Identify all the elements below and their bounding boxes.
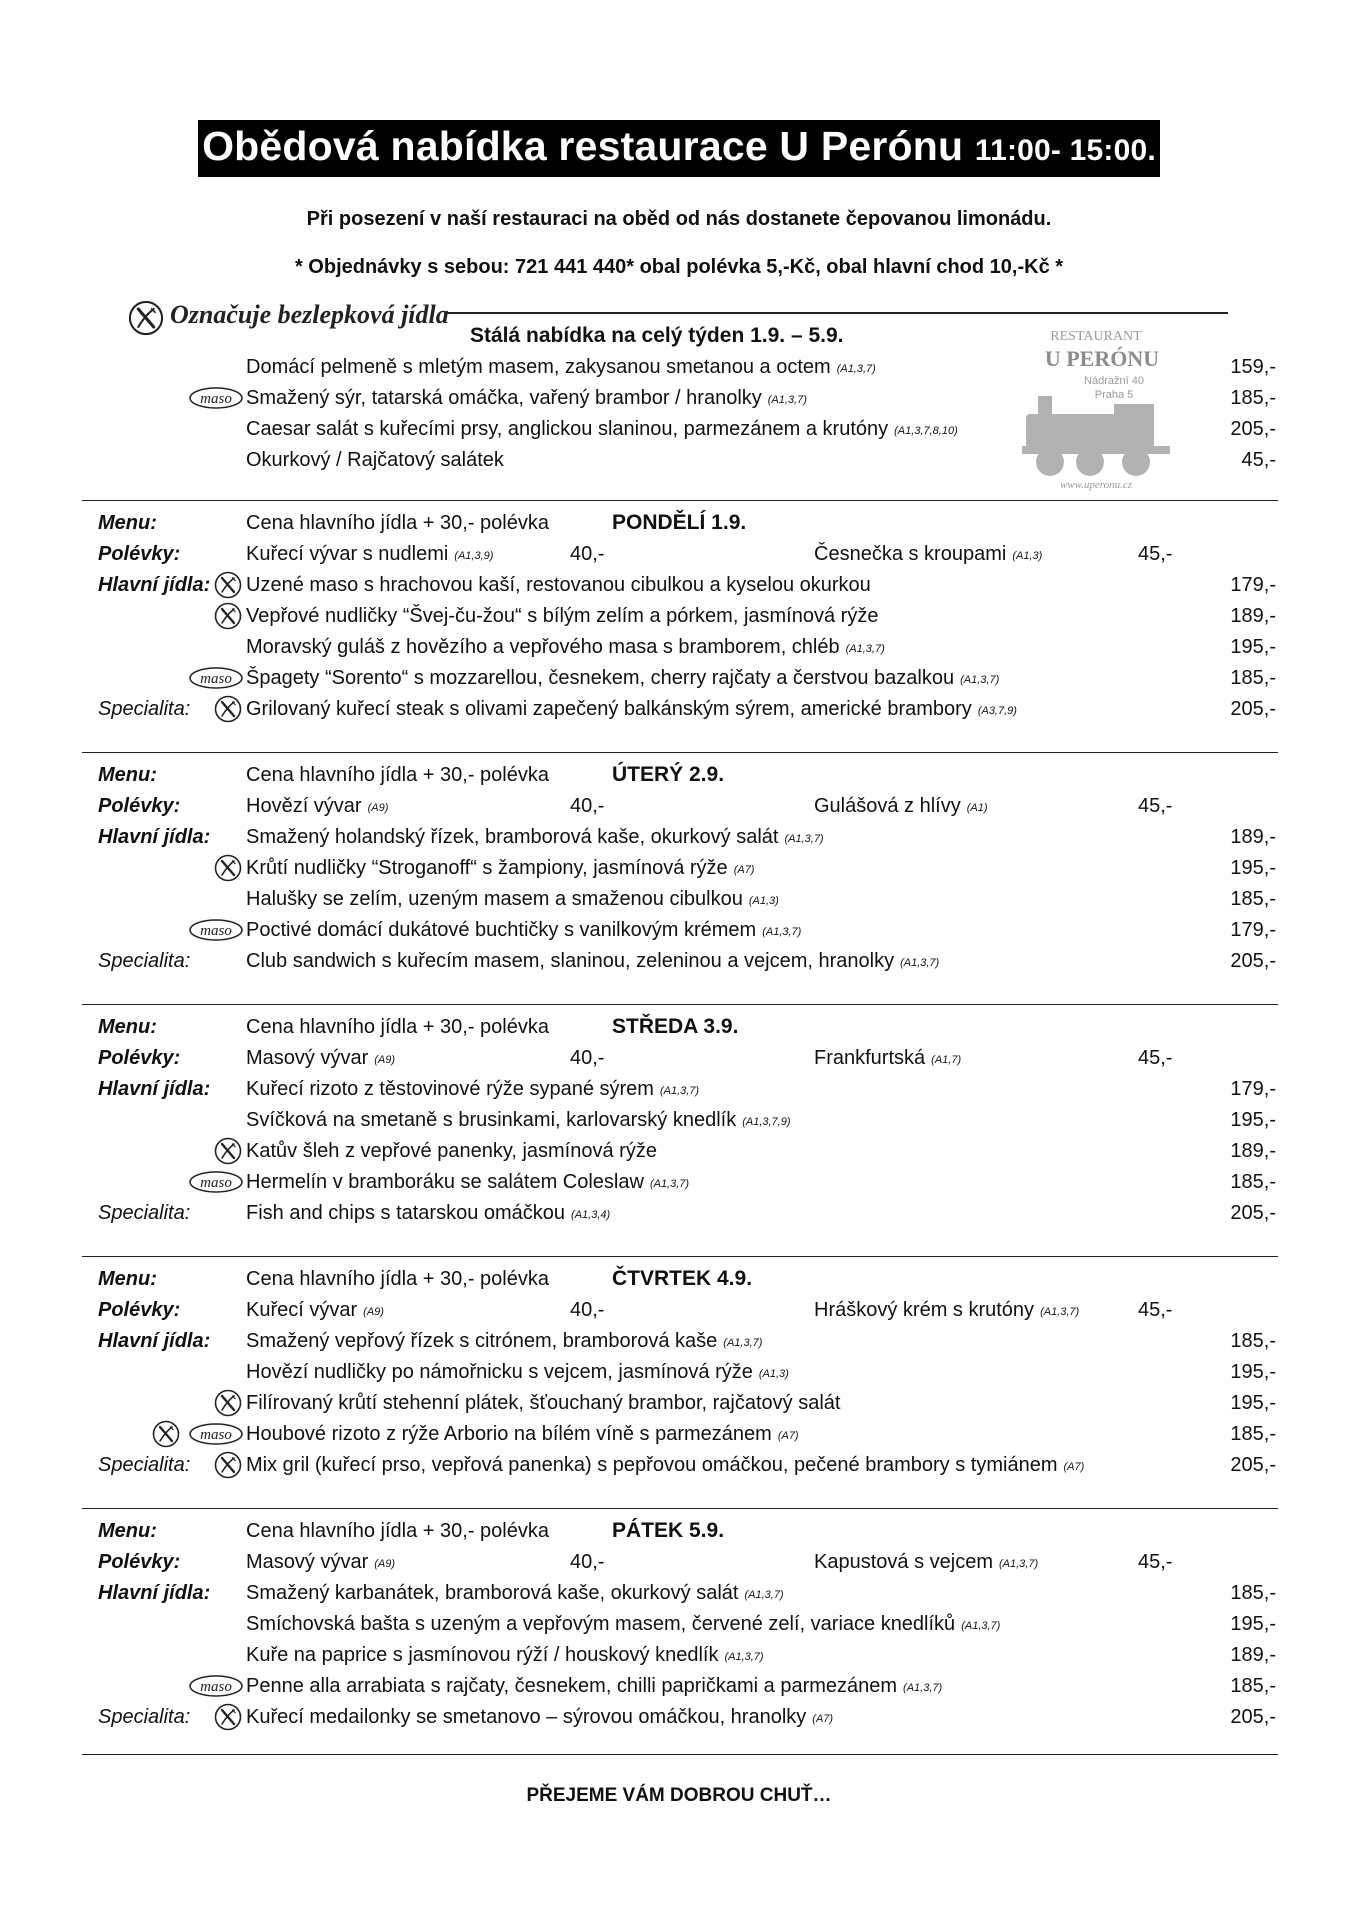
soup-2-name: Kapustová s vejcem bbox=[814, 1551, 993, 1573]
item-text: Smíchovská bašta s uzeným a vepřovým masem, červené zelí, variace knedlíků bbox=[246, 1613, 956, 1635]
main-dish-text bbox=[246, 601, 884, 633]
day-heading: STŘEDA 3.9. bbox=[612, 1015, 739, 1038]
main-dish-row bbox=[0, 601, 1358, 631]
soup-1 bbox=[246, 1547, 395, 1579]
item-text: Vepřové nudličky “Švej-ču-žou“ s bílým zelím a pórkem, jasmínová rýže bbox=[246, 605, 879, 627]
item-text: Halušky se zelím, uzeným masem a smaženou cibulkou bbox=[246, 888, 743, 910]
main-dish-text bbox=[246, 884, 779, 916]
soups-row bbox=[0, 1547, 1358, 1577]
main-dish-text bbox=[246, 1105, 791, 1137]
main-dish-row bbox=[0, 663, 1358, 693]
svg-text:maso: maso bbox=[200, 391, 232, 407]
gluten-free-icon bbox=[214, 1703, 242, 1731]
main-dish-text bbox=[246, 1609, 1000, 1641]
logo-line-1: RESTAURANT bbox=[1050, 329, 1142, 344]
main-dish-text bbox=[246, 1136, 663, 1168]
main-dish-text bbox=[246, 1326, 762, 1358]
price: 189,- bbox=[1230, 605, 1276, 627]
soup-2-name: Gulášová z hlívy bbox=[814, 795, 961, 817]
price: 159,- bbox=[1230, 356, 1276, 378]
item-text: Grilovaný kuřecí steak s olivami zapečený balkánským sýrem, americké brambory bbox=[246, 698, 972, 720]
price: 179,- bbox=[1230, 919, 1276, 941]
allergens: (A1,3) bbox=[1012, 550, 1043, 562]
soup-1 bbox=[246, 1295, 384, 1327]
price: 195,- bbox=[1230, 1392, 1276, 1414]
main-dish-row bbox=[0, 853, 1358, 883]
allergens: (A1,3,9) bbox=[454, 550, 494, 562]
gluten-free-icon bbox=[128, 300, 164, 336]
allergens: (A1,3,7) bbox=[836, 363, 876, 375]
gluten-free-icon bbox=[152, 1420, 180, 1448]
item-text: Masový vývar bbox=[246, 1047, 369, 1069]
weekly-item-text bbox=[246, 414, 958, 446]
allergens: (A7) bbox=[812, 1713, 834, 1725]
allergens: (A9) bbox=[374, 1054, 396, 1066]
soup-1 bbox=[246, 791, 388, 823]
day-heading: ÚTERÝ 2.9. bbox=[612, 763, 725, 786]
menu-price-note: Cena hlavního jídla + 30,- polévka bbox=[246, 1016, 549, 1038]
special-label: Specialita: bbox=[98, 698, 191, 720]
logo-line-3: Nádražní 40 bbox=[1084, 375, 1144, 387]
soups-label: Polévky: bbox=[98, 795, 181, 817]
price: 185,- bbox=[1230, 888, 1276, 910]
special-row bbox=[0, 946, 1358, 976]
title-wrap bbox=[0, 120, 1358, 177]
soup-1 bbox=[246, 539, 493, 571]
gluten-free-icon bbox=[214, 695, 242, 723]
mains-label: Hlavní jídla: bbox=[98, 1078, 211, 1100]
allergens: (A1,3,4) bbox=[571, 1209, 611, 1221]
gluten-free-icon bbox=[214, 1451, 242, 1479]
item-text: Hovězí vývar bbox=[246, 795, 362, 817]
soups-label: Polévky: bbox=[98, 1299, 181, 1321]
menu-row bbox=[0, 760, 1358, 790]
item-text: Kuřecí vývar bbox=[246, 1299, 358, 1321]
main-dish-row bbox=[0, 1388, 1358, 1418]
weekly-item-text bbox=[246, 445, 510, 477]
svg-text:maso: maso bbox=[200, 1679, 232, 1695]
soups-row bbox=[0, 791, 1358, 821]
gluten-free-icon bbox=[214, 1389, 242, 1417]
main-dish-text bbox=[246, 632, 885, 664]
allergens: (A1,3,7) bbox=[900, 957, 940, 969]
main-dish-row bbox=[0, 1671, 1358, 1701]
menu-label: Menu: bbox=[98, 1016, 157, 1038]
item-text: Svíčková na smetaně s brusinkami, karlovarský knedlík bbox=[246, 1109, 737, 1131]
svg-text:maso: maso bbox=[200, 923, 232, 939]
special-text bbox=[246, 1702, 833, 1734]
mains-label: Hlavní jídla: bbox=[98, 1330, 211, 1352]
price: 195,- bbox=[1230, 857, 1276, 879]
main-dish-text bbox=[246, 915, 801, 947]
allergens: (A1,3) bbox=[758, 1368, 789, 1380]
divider bbox=[82, 1256, 1278, 1257]
item-text: Masový vývar bbox=[246, 1551, 369, 1573]
item-text: Smažený vepřový řízek s citrónem, bramborová kaše bbox=[246, 1330, 718, 1352]
soup-2-price: 45,- bbox=[1138, 1047, 1173, 1069]
day-heading: ČTVRTEK 4.9. bbox=[612, 1267, 753, 1290]
soup-2-name: Česnečka s kroupami bbox=[814, 543, 1007, 565]
item-text: Filírovaný krůtí stehenní plátek, šťouchaný brambor, rajčatový salát bbox=[246, 1392, 841, 1414]
main-dish-text bbox=[246, 1357, 789, 1389]
main-dish-text bbox=[246, 570, 877, 602]
allergens: (A1,3,7) bbox=[784, 833, 824, 845]
item-text: Kuřecí rizoto z těstovinové rýže sypané sýrem bbox=[246, 1078, 654, 1100]
item-text: Smažený sýr, tatarská omáčka, vařený brambor / hranolky bbox=[246, 387, 762, 409]
day-heading: PÁTEK 5.9. bbox=[612, 1519, 725, 1542]
weekly-item bbox=[0, 414, 1358, 444]
menu-price-note: Cena hlavního jídla + 30,- polévka bbox=[246, 1268, 549, 1290]
main-dish-row bbox=[0, 1074, 1358, 1104]
allergens: (A1) bbox=[966, 802, 988, 814]
weekly-item bbox=[0, 352, 1358, 382]
mains-label: Hlavní jídla: bbox=[98, 826, 211, 848]
price: 205,- bbox=[1230, 1706, 1276, 1728]
soup-2 bbox=[814, 1547, 1038, 1579]
special-row bbox=[0, 1450, 1358, 1480]
main-dish-text bbox=[246, 853, 754, 885]
weekly-item-text bbox=[246, 352, 876, 384]
price: 195,- bbox=[1230, 636, 1276, 658]
price: 195,- bbox=[1230, 1613, 1276, 1635]
note-takeaway: * Objednávky s sebou: 721 441 440* obal polévka 5,-Kč, obal hlavní chod 10,-Kč * bbox=[294, 256, 1064, 278]
menu-label: Menu: bbox=[98, 1268, 157, 1290]
allergens: (A7) bbox=[777, 1430, 799, 1442]
special-label: Specialita: bbox=[98, 1706, 191, 1728]
menu-label: Menu: bbox=[98, 764, 157, 786]
special-label: Specialita: bbox=[98, 1202, 191, 1224]
main-dish-text bbox=[246, 1671, 942, 1703]
price: 205,- bbox=[1230, 1454, 1276, 1476]
special-label: Specialita: bbox=[98, 950, 191, 972]
soups-label: Polévky: bbox=[98, 1551, 181, 1573]
main-dish-text bbox=[246, 1578, 784, 1610]
special-label: Specialita: bbox=[98, 1454, 191, 1476]
menu-label: Menu: bbox=[98, 512, 157, 534]
meat-icon bbox=[188, 386, 244, 410]
meat-icon bbox=[188, 1170, 244, 1194]
svg-text:maso: maso bbox=[200, 1427, 232, 1443]
logo-line-2: U PERÓNU bbox=[1044, 346, 1160, 371]
soup-2-name: Hráškový krém s krutóny bbox=[814, 1299, 1035, 1321]
price: 189,- bbox=[1230, 1644, 1276, 1666]
item-text: Mix gril (kuřecí prso, vepřová panenka) s pepřovou omáčkou, pečené brambory s tymiánem bbox=[246, 1454, 1058, 1476]
special-text bbox=[246, 694, 1017, 726]
item-text: Caesar salát s kuřecími prsy, anglickou slaninou, parmezánem a krutóny bbox=[246, 418, 889, 440]
soup-2 bbox=[814, 791, 988, 823]
main-dish-row bbox=[0, 1357, 1358, 1387]
price: 195,- bbox=[1230, 1109, 1276, 1131]
item-text: Kuřecí medailonky se smetanovo – sýrovou omáčkou, hranolky bbox=[246, 1706, 807, 1728]
item-text: Houbové rizoto z rýže Arborio na bílém víně s parmezánem bbox=[246, 1423, 772, 1445]
item-text: Kuřecí vývar s nudlemi bbox=[246, 543, 449, 565]
item-text: Fish and chips s tatarskou omáčkou bbox=[246, 1202, 566, 1224]
menu-row bbox=[0, 508, 1358, 538]
price: 179,- bbox=[1230, 1078, 1276, 1100]
main-dish-row bbox=[0, 884, 1358, 914]
menu-row bbox=[0, 1516, 1358, 1546]
soups-row bbox=[0, 1295, 1358, 1325]
item-text: Katův šleh z vepřové panenky, jasmínová rýže bbox=[246, 1140, 657, 1162]
allergens: (A1,3,7) bbox=[845, 643, 885, 655]
mains-label: Hlavní jídla: bbox=[98, 1582, 211, 1604]
soup-2 bbox=[814, 539, 1042, 571]
title-text: Obědová nabídka restaurace U Perónu bbox=[202, 123, 964, 169]
allergens: (A1,3,7,8,10) bbox=[894, 425, 958, 437]
soup-1 bbox=[246, 1043, 395, 1075]
meat-icon bbox=[188, 666, 244, 690]
gluten-free-icon bbox=[214, 602, 242, 630]
page-title bbox=[198, 120, 1160, 177]
allergens: (A7) bbox=[1063, 1461, 1085, 1473]
logo-url: www.uperonu.cz bbox=[1059, 479, 1133, 491]
soup-2-price: 45,- bbox=[1138, 1551, 1173, 1573]
title-hours: 11:00- 15:00. bbox=[974, 134, 1156, 167]
main-dish-text bbox=[246, 1419, 799, 1451]
allergens: (A1,7) bbox=[931, 1054, 962, 1066]
price: 185,- bbox=[1230, 1423, 1276, 1445]
price: 205,- bbox=[1230, 950, 1276, 972]
item-text: Poctivé domácí dukátové buchtičky s vanilkovým krémem bbox=[246, 919, 757, 941]
weekly-title: Stálá nabídka na celý týden 1.9. – 5.9. bbox=[470, 324, 844, 347]
item-text: Okurkový / Rajčatový salátek bbox=[246, 449, 504, 471]
special-row bbox=[0, 694, 1358, 724]
main-dish-row bbox=[0, 1105, 1358, 1135]
item-text: Krůtí nudličky “Stroganoff“ s žampiony, jasmínová rýže bbox=[246, 857, 728, 879]
legend-label: Označuje bezlepková jídla bbox=[170, 300, 449, 329]
menu-row bbox=[0, 1012, 1358, 1042]
main-dish-text bbox=[246, 1167, 689, 1199]
allergens: (A1,3,7) bbox=[903, 1682, 943, 1694]
allergens: (A9) bbox=[374, 1558, 396, 1570]
divider bbox=[82, 1754, 1278, 1755]
logo-line-4: Praha 5 bbox=[1094, 389, 1134, 401]
main-dish-text bbox=[246, 1640, 764, 1672]
svg-text:maso: maso bbox=[200, 671, 232, 687]
price: 185,- bbox=[1230, 1330, 1276, 1352]
soup-2 bbox=[814, 1043, 961, 1075]
allergens: (A1,3,7) bbox=[767, 394, 807, 406]
special-text bbox=[246, 1450, 1084, 1482]
menu-row bbox=[0, 1264, 1358, 1294]
soup-1-price: 40,- bbox=[570, 543, 605, 565]
item-text: Špagety “Sorento“ s mozzarellou, česnekem, cherry rajčaty a čerstvou bazalkou bbox=[246, 667, 955, 689]
allergens: (A1,3,7) bbox=[762, 926, 802, 938]
allergens: (A1,3,7) bbox=[724, 1651, 764, 1663]
price: 185,- bbox=[1230, 1582, 1276, 1604]
soups-row bbox=[0, 1043, 1358, 1073]
price: 189,- bbox=[1230, 1140, 1276, 1162]
price: 195,- bbox=[1230, 1361, 1276, 1383]
main-dish-text bbox=[246, 1388, 846, 1420]
price: 185,- bbox=[1230, 1675, 1276, 1697]
soups-label: Polévky: bbox=[98, 543, 181, 565]
item-text: Domácí pelmeně s mletým masem, zakysanou smetanou a octem bbox=[246, 356, 831, 378]
special-text bbox=[246, 946, 939, 978]
price: 185,- bbox=[1230, 667, 1276, 689]
price: 205,- bbox=[1230, 418, 1276, 440]
meat-icon bbox=[188, 1422, 244, 1446]
main-dish-row bbox=[0, 1167, 1358, 1197]
price: 189,- bbox=[1230, 826, 1276, 848]
footer-wish: PŘEJEME VÁM DOBROU CHUŤ… bbox=[526, 1785, 832, 1806]
soup-1-price: 40,- bbox=[570, 795, 605, 817]
gluten-free-icon bbox=[214, 1137, 242, 1165]
item-text: Smažený holandský řízek, bramborová kaše, okurkový salát bbox=[246, 826, 779, 848]
allergens: (A7) bbox=[733, 864, 755, 876]
allergens: (A1,3,7) bbox=[649, 1178, 690, 1190]
meat-icon bbox=[188, 918, 244, 942]
allergens: (A1,3,7) bbox=[659, 1085, 700, 1097]
note-lemonade: Při posezení v naší restauraci na oběd od nás dostanete čepovanou limonádu. bbox=[306, 208, 1052, 230]
menu-price-note: Cena hlavního jídla + 30,- polévka bbox=[246, 764, 549, 786]
divider bbox=[82, 752, 1278, 753]
allergens: (A1,3,7) bbox=[998, 1558, 1039, 1570]
weekly-item-text bbox=[246, 383, 807, 415]
main-dish-row bbox=[0, 1609, 1358, 1639]
item-text: Moravský guláš z hovězího a vepřového masa s bramborem, chléb bbox=[246, 636, 840, 658]
allergens: (A1,3,7) bbox=[961, 1620, 1001, 1632]
price: 205,- bbox=[1230, 698, 1276, 720]
day-heading: PONDĚLÍ 1.9. bbox=[612, 511, 747, 534]
main-dish-row bbox=[0, 822, 1358, 852]
item-text: Uzené maso s hrachovou kaší, restovanou cibulkou a kyselou okurkou bbox=[246, 574, 871, 596]
divider bbox=[82, 1004, 1278, 1005]
item-text: Hermelín v bramboráku se salátem Coleslaw bbox=[246, 1171, 644, 1193]
menu-price-note: Cena hlavního jídla + 30,- polévka bbox=[246, 512, 549, 534]
main-dish-text bbox=[246, 663, 999, 695]
divider bbox=[82, 500, 1278, 501]
allergens: (A1,3) bbox=[748, 895, 779, 907]
item-text: Club sandwich s kuřecím masem, slaninou, zeleninou a vejcem, hranolky bbox=[246, 950, 895, 972]
main-dish-row bbox=[0, 570, 1358, 600]
main-dish-row bbox=[0, 1136, 1358, 1166]
main-dish-row bbox=[0, 632, 1358, 662]
gluten-free-icon bbox=[214, 571, 242, 599]
soup-1-price: 40,- bbox=[570, 1551, 605, 1573]
soup-2-price: 45,- bbox=[1138, 1299, 1173, 1321]
price: 179,- bbox=[1230, 574, 1276, 596]
allergens: (A1,3,7,9) bbox=[742, 1116, 791, 1128]
gluten-free-icon bbox=[214, 854, 242, 882]
meat-icon bbox=[188, 1674, 244, 1698]
special-text bbox=[246, 1198, 610, 1230]
main-dish-row bbox=[0, 1419, 1358, 1449]
mains-label: Hlavní jídla: bbox=[98, 574, 211, 596]
item-text: Smažený karbanátek, bramborová kaše, okurkový salát bbox=[246, 1582, 739, 1604]
menu-price-note: Cena hlavního jídla + 30,- polévka bbox=[246, 1520, 549, 1542]
menu-label: Menu: bbox=[98, 1520, 157, 1542]
soup-2-price: 45,- bbox=[1138, 795, 1173, 817]
soups-label: Polévky: bbox=[98, 1047, 181, 1069]
soup-1-price: 40,- bbox=[570, 1299, 605, 1321]
allergens: (A1,3,7) bbox=[960, 674, 1000, 686]
weekly-item bbox=[0, 383, 1358, 413]
main-dish-text bbox=[246, 1074, 699, 1106]
main-dish-row bbox=[0, 1326, 1358, 1356]
allergens: (A9) bbox=[363, 1306, 384, 1318]
price: 205,- bbox=[1230, 1202, 1276, 1224]
main-dish-row bbox=[0, 1640, 1358, 1670]
main-dish-text bbox=[246, 822, 824, 854]
weekly-item bbox=[0, 445, 1358, 475]
price: 185,- bbox=[1230, 387, 1276, 409]
main-dish-row bbox=[0, 1578, 1358, 1608]
soup-1-price: 40,- bbox=[570, 1047, 605, 1069]
allergens: (A9) bbox=[367, 802, 389, 814]
allergens: (A1,3,7) bbox=[723, 1337, 763, 1349]
allergens: (A1,3,7) bbox=[1040, 1306, 1080, 1318]
item-text: Penne alla arrabiata s rajčaty, česnekem, chilli papričkami a parmezánem bbox=[246, 1675, 898, 1697]
item-text: Hovězí nudličky po námořnicku s vejcem, jasmínová rýže bbox=[246, 1361, 753, 1383]
allergens: (A1,3,7) bbox=[744, 1589, 784, 1601]
soup-2-name: Frankfurtská bbox=[814, 1047, 926, 1069]
allergens: (A3,7,9) bbox=[977, 705, 1017, 717]
item-text: Kuře na paprice s jasmínovou rýží / houskový knedlík bbox=[246, 1644, 719, 1666]
soup-2 bbox=[814, 1295, 1079, 1327]
main-dish-row bbox=[0, 915, 1358, 945]
divider bbox=[82, 1508, 1278, 1509]
price: 45,- bbox=[1241, 449, 1276, 471]
legend-divider bbox=[444, 312, 1228, 314]
price: 185,- bbox=[1230, 1171, 1276, 1193]
svg-text:maso: maso bbox=[200, 1175, 232, 1191]
soups-row bbox=[0, 539, 1358, 569]
special-row bbox=[0, 1702, 1358, 1732]
soup-2-price: 45,- bbox=[1138, 543, 1173, 565]
special-row bbox=[0, 1198, 1358, 1228]
